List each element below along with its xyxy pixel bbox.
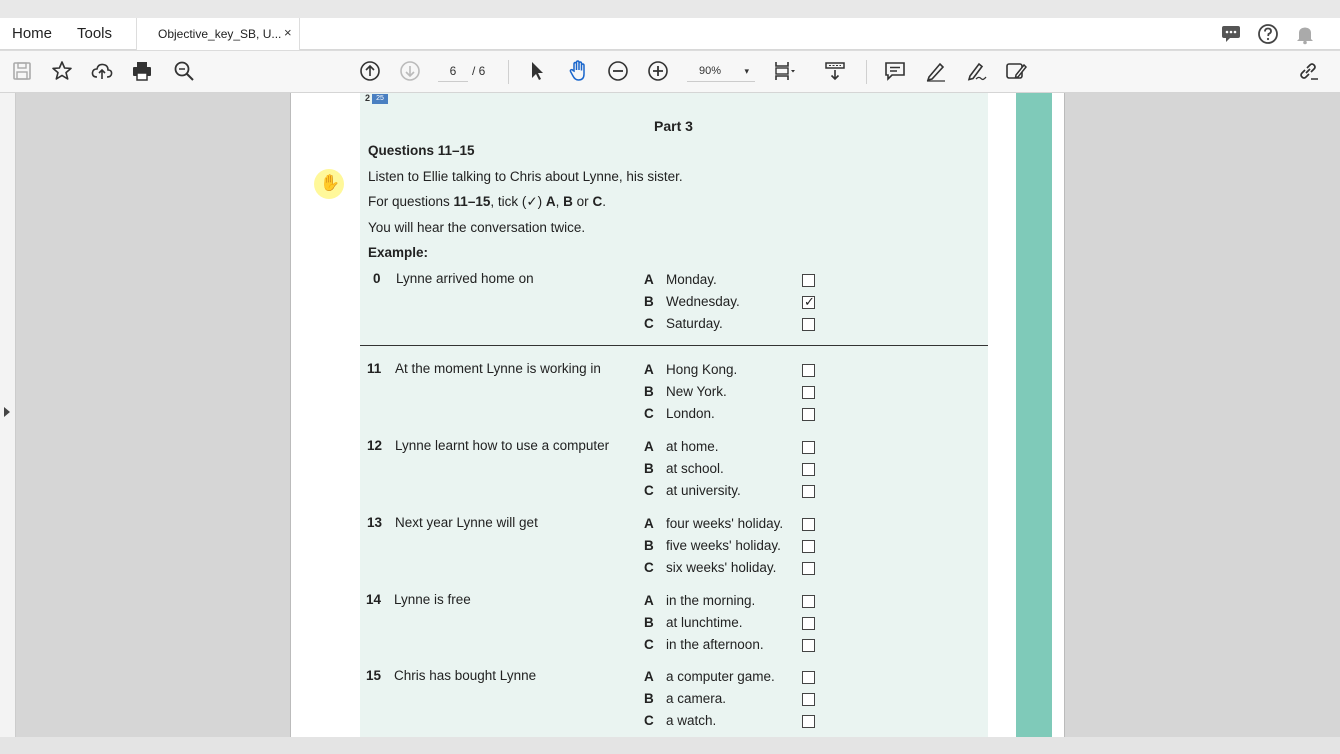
questions-heading: Questions 11–15	[368, 143, 475, 158]
document-tab-title: Objective_key_SB, U...	[158, 27, 282, 41]
scroll-mode-icon[interactable]	[823, 59, 847, 83]
question-text: Lynne is free	[394, 592, 471, 607]
answer-checkbox[interactable]	[802, 386, 815, 399]
answer-checkbox[interactable]	[802, 671, 815, 684]
option-text: Hong Kong.	[666, 362, 738, 377]
edit-pdf-icon[interactable]	[1004, 59, 1028, 83]
zoom-level-select[interactable]	[687, 62, 755, 82]
draw-signature-icon[interactable]	[964, 59, 988, 83]
previous-page-icon[interactable]	[358, 59, 382, 83]
share-link-icon[interactable]	[1296, 59, 1320, 83]
answer-checkbox[interactable]	[802, 274, 815, 287]
option-letter: B	[644, 461, 654, 476]
page-display-icon[interactable]	[772, 59, 796, 83]
question-number: 12	[367, 438, 383, 453]
instruction-bold-range: 11–15	[453, 194, 491, 209]
option-text: a computer game.	[666, 669, 775, 684]
page-total: / 6	[472, 64, 486, 78]
answer-checkbox[interactable]	[802, 296, 815, 309]
example-label: Example:	[368, 245, 429, 260]
option-text: in the morning.	[666, 593, 756, 608]
part-title: Part 3	[654, 118, 693, 134]
zoom-search-icon[interactable]	[172, 59, 196, 83]
option-text: Saturday.	[666, 316, 723, 331]
instruction-bold-c: C	[592, 194, 603, 209]
notifications-bell-icon[interactable]	[1294, 23, 1316, 45]
option-text: six weeks' holiday.	[666, 560, 777, 575]
option-letter: C	[644, 483, 654, 498]
document-tab[interactable]	[136, 18, 300, 50]
track-badge-box: 25	[372, 94, 388, 104]
option-text: at university.	[666, 483, 741, 498]
expand-panel-caret-icon[interactable]	[4, 407, 10, 417]
option-text: London.	[666, 406, 715, 421]
option-letter: C	[644, 713, 654, 728]
toolbar	[0, 51, 1340, 93]
option-letter: A	[644, 362, 654, 377]
option-letter: B	[644, 294, 654, 309]
status-bar	[0, 737, 1340, 754]
option-text: four weeks' holiday.	[666, 516, 784, 531]
question-text: Chris has bought Lynne	[394, 668, 537, 683]
answer-checkbox[interactable]	[802, 715, 815, 728]
tick-mark-icon: ✓	[804, 294, 815, 309]
answer-checkbox[interactable]	[802, 562, 815, 575]
instruction-twice: You will hear the conversation twice.	[368, 220, 586, 235]
select-cursor-icon[interactable]	[525, 59, 549, 83]
answer-checkbox[interactable]	[802, 540, 815, 553]
hand-cursor-icon: ✋	[320, 175, 340, 192]
page-number-input[interactable]: 6	[438, 62, 468, 82]
close-tab-icon[interactable]: ×	[284, 25, 292, 40]
option-text: a camera.	[666, 691, 727, 706]
help-icon[interactable]	[1257, 23, 1279, 45]
answer-checkbox[interactable]	[802, 441, 815, 454]
menu-bar	[0, 18, 1340, 50]
instruction-tick	[368, 194, 606, 210]
option-text: five weeks' holiday.	[666, 538, 781, 553]
page-edge-strip	[1016, 93, 1052, 737]
option-letter: A	[644, 516, 654, 531]
instruction-text: ,	[555, 194, 564, 209]
toolbar-divider	[508, 60, 509, 84]
chevron-down-icon: ▾	[744, 66, 749, 76]
hand-tool-icon[interactable]	[566, 59, 590, 83]
question-text: Next year Lynne will get	[395, 515, 538, 530]
zoom-in-icon[interactable]	[646, 59, 670, 83]
option-letter: A	[644, 669, 654, 684]
option-letter: C	[644, 560, 654, 575]
answer-checkbox[interactable]	[802, 693, 815, 706]
toolbar-divider	[866, 60, 867, 84]
question-text: At the moment Lynne is working in	[395, 361, 601, 376]
answer-checkbox[interactable]	[802, 463, 815, 476]
left-panel-toggle[interactable]	[0, 93, 16, 737]
print-icon[interactable]	[130, 59, 154, 83]
option-text: at school.	[666, 461, 724, 476]
option-letter: B	[644, 691, 654, 706]
option-letter: B	[644, 538, 654, 553]
question-number: 13	[367, 515, 383, 530]
option-letter: C	[644, 316, 654, 331]
example-divider	[360, 345, 988, 346]
option-letter: C	[644, 637, 654, 652]
option-letter: A	[644, 593, 654, 608]
answer-checkbox[interactable]	[802, 518, 815, 531]
option-text: Monday.	[666, 272, 717, 287]
option-letter: B	[644, 384, 654, 399]
zoom-out-icon[interactable]	[606, 59, 630, 83]
zoom-level-value: 90%	[699, 65, 722, 77]
instruction-text: or	[572, 194, 593, 209]
hand-cursor-pointer	[314, 169, 344, 199]
comments-icon[interactable]	[1220, 23, 1242, 45]
track-badge-number: 2	[365, 93, 371, 103]
option-text: at home.	[666, 439, 719, 454]
answer-checkbox[interactable]	[802, 639, 815, 652]
option-text: New York.	[666, 384, 727, 399]
instruction-listen: Listen to Ellie talking to Chris about Lynne, his sister.	[368, 169, 683, 184]
option-text: a watch.	[666, 713, 717, 728]
option-text: in the afternoon.	[666, 637, 764, 652]
question-number: 11	[367, 361, 382, 376]
question-text: Lynne learnt how to use a computer	[395, 438, 610, 453]
option-letter: B	[644, 615, 654, 630]
instruction-text: For questions	[368, 194, 454, 209]
answer-checkbox[interactable]	[802, 617, 815, 630]
option-text: at lunchtime.	[666, 615, 743, 630]
upload-cloud-icon[interactable]	[90, 59, 114, 83]
instruction-text: .	[602, 194, 606, 209]
answer-checkbox[interactable]	[802, 364, 815, 377]
question-text: Lynne arrived home on	[396, 271, 534, 286]
highlight-pen-icon[interactable]	[924, 59, 948, 83]
answer-checkbox[interactable]	[802, 318, 815, 331]
question-number: 14	[366, 592, 382, 607]
option-letter: A	[644, 272, 654, 287]
option-letter: C	[644, 406, 654, 421]
answer-checkbox[interactable]	[802, 595, 815, 608]
option-text: Wednesday.	[666, 294, 740, 309]
next-page-icon[interactable]	[398, 59, 422, 83]
title-bar	[0, 0, 1340, 18]
instruction-bold-b: B	[563, 194, 573, 209]
answer-checkbox[interactable]	[802, 485, 815, 498]
add-comment-icon[interactable]	[883, 59, 907, 83]
instruction-bold-a: A	[545, 194, 556, 209]
save-icon[interactable]	[10, 59, 34, 83]
question-number: 15	[366, 668, 382, 683]
question-number: 0	[373, 271, 381, 286]
option-letter: A	[644, 439, 654, 454]
answer-checkbox[interactable]	[802, 408, 815, 421]
instruction-text: , tick (✓)	[490, 194, 546, 209]
menu-home[interactable]: Home	[12, 25, 53, 42]
bookmark-star-icon[interactable]	[50, 59, 74, 83]
menu-tools[interactable]: Tools	[77, 25, 113, 42]
